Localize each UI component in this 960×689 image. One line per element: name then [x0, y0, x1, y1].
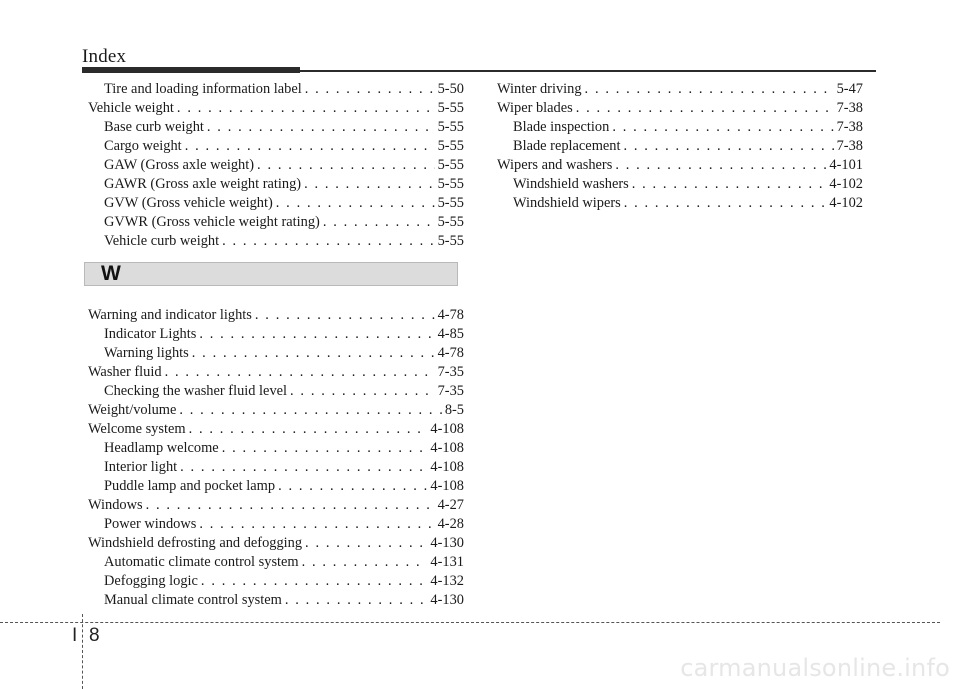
index-entry-page: 5-55 — [437, 119, 464, 135]
index-entry-label: Windshield defrosting and defogging — [88, 535, 303, 551]
index-entry-page: 4-78 — [437, 307, 464, 323]
dot-leader — [585, 80, 834, 99]
index-entry[interactable] — [88, 175, 464, 194]
index-entry[interactable] — [497, 118, 863, 137]
dot-leader — [185, 137, 435, 156]
index-entry-label: Welcome system — [88, 421, 186, 437]
index-entry-page: 4-28 — [437, 516, 464, 532]
index-entry-page: 4-130 — [430, 535, 464, 551]
header-rule-thick — [82, 67, 300, 73]
left-column-w — [88, 306, 464, 610]
page-number — [72, 625, 100, 647]
dot-leader — [201, 572, 428, 591]
index-entry-page: 4-101 — [829, 157, 863, 173]
dot-leader — [624, 194, 827, 213]
dot-leader — [179, 401, 441, 420]
dot-leader — [302, 553, 428, 572]
index-entry[interactable] — [88, 401, 464, 420]
index-entry[interactable] — [88, 306, 464, 325]
index-entry-page: 4-130 — [430, 592, 464, 608]
dot-leader — [305, 534, 427, 553]
dot-leader — [285, 591, 428, 610]
index-entry-label: Blade replacement — [513, 138, 621, 154]
index-entry-label: Defogging logic — [104, 573, 198, 589]
index-entry-page: 5-55 — [437, 233, 464, 249]
index-entry-label: GVWR (Gross vehicle weight rating) — [104, 214, 320, 230]
left-column-top — [88, 80, 464, 251]
index-entry-page: 5-55 — [437, 138, 464, 154]
index-entry-label: Windshield wipers — [513, 195, 621, 211]
index-entry-page: 7-35 — [437, 364, 464, 380]
section-header-w — [84, 262, 458, 286]
page-number-value: 8 — [89, 625, 100, 646]
dot-leader — [278, 477, 427, 496]
index-entry[interactable] — [497, 99, 863, 118]
index-entry[interactable] — [497, 156, 863, 175]
index-entry-label: Automatic climate control system — [104, 554, 299, 570]
index-entry-label: GAWR (Gross axle weight rating) — [104, 176, 302, 192]
dot-leader — [304, 175, 435, 194]
index-entry-page: 4-108 — [430, 421, 464, 437]
index-entry-page: 5-50 — [437, 81, 464, 97]
dot-leader — [612, 118, 833, 137]
index-entry[interactable] — [88, 118, 464, 137]
footer-dashed-rule — [0, 622, 940, 623]
dot-leader — [632, 175, 827, 194]
index-entry-page: 4-102 — [829, 195, 863, 211]
index-entry[interactable] — [88, 439, 464, 458]
section-letter: W — [101, 262, 121, 285]
index-entry-page: 5-55 — [437, 195, 464, 211]
dot-leader — [207, 118, 435, 137]
dot-leader — [255, 306, 435, 325]
index-entry[interactable] — [88, 553, 464, 572]
index-entry-label: GAW (Gross axle weight) — [104, 157, 255, 173]
dot-leader — [323, 213, 435, 232]
dot-leader — [623, 137, 833, 156]
index-entry-label: Vehicle weight — [88, 100, 174, 116]
index-entry[interactable] — [88, 137, 464, 156]
dot-leader — [222, 232, 435, 251]
index-entry-label: Wipers and washers — [497, 157, 613, 173]
index-entry[interactable] — [88, 363, 464, 382]
index-entry-label: Windows — [88, 497, 143, 513]
index-entry-label: Tire and loading information label — [104, 81, 302, 97]
index-entry-page: 4-108 — [430, 478, 464, 494]
index-entry[interactable] — [497, 137, 863, 156]
index-entry-label: Blade inspection — [513, 119, 610, 135]
index-entry-label: Cargo weight — [104, 138, 182, 154]
index-entry-page: 5-55 — [437, 100, 464, 116]
dot-leader — [180, 458, 427, 477]
index-entry[interactable] — [88, 420, 464, 439]
index-entry[interactable] — [88, 325, 464, 344]
dot-leader — [192, 344, 435, 363]
index-entry-label: Checking the washer fluid level — [104, 383, 288, 399]
index-entry-label: Base curb weight — [104, 119, 204, 135]
index-entry-page: 4-27 — [437, 497, 464, 513]
index-entry-label: Weight/volume — [88, 402, 177, 418]
index-entry-label: Puddle lamp and pocket lamp — [104, 478, 276, 494]
dot-leader — [165, 363, 435, 382]
index-entry-label: Warning lights — [104, 345, 189, 361]
index-entry-page: 5-55 — [437, 176, 464, 192]
dot-leader — [576, 99, 834, 118]
index-entry-page: 4-108 — [430, 440, 464, 456]
index-entry[interactable] — [88, 496, 464, 515]
index-entry-label: Warning and indicator lights — [88, 307, 252, 323]
index-entry-page: 7-35 — [437, 383, 464, 399]
watermark-text: carmanualsonline.info — [680, 654, 950, 682]
index-entry-page: 7-38 — [836, 138, 863, 154]
index-entry-page: 4-102 — [829, 176, 863, 192]
index-entry-label: Windshield washers — [513, 176, 629, 192]
index-entry-page: 7-38 — [836, 100, 863, 116]
index-entry-page: 8-5 — [444, 402, 464, 418]
dot-leader — [222, 439, 428, 458]
index-entry[interactable] — [88, 534, 464, 553]
header-rule-thin — [300, 70, 876, 72]
index-entry[interactable] — [88, 458, 464, 477]
index-entry[interactable] — [497, 175, 863, 194]
index-entry[interactable] — [88, 156, 464, 175]
index-entry-label: Washer fluid — [88, 364, 162, 380]
index-entry-page: 4-108 — [430, 459, 464, 475]
index-entry[interactable] — [497, 194, 863, 213]
index-entry-page: 4-78 — [437, 345, 464, 361]
index-entry[interactable] — [88, 80, 464, 99]
index-entry-page: 5-55 — [437, 157, 464, 173]
index-entry-label: Interior light — [104, 459, 178, 475]
dot-leader — [615, 156, 826, 175]
index-entry-label: Vehicle curb weight — [104, 233, 220, 249]
index-list-w — [88, 306, 464, 610]
index-entry[interactable] — [88, 194, 464, 213]
index-entry[interactable] — [88, 572, 464, 591]
index-list-top — [88, 80, 464, 251]
index-entry[interactable] — [88, 213, 464, 232]
index-entry-page: 5-55 — [437, 214, 464, 230]
dot-leader — [276, 194, 435, 213]
index-entry-label: GVW (Gross vehicle weight) — [104, 195, 273, 211]
index-entry[interactable] — [497, 80, 863, 99]
dot-leader — [189, 420, 428, 439]
index-entry-page: 5-47 — [836, 81, 863, 97]
index-entry-label: Wiper blades — [497, 100, 573, 116]
dot-leader — [146, 496, 435, 515]
index-entry-page: 7-38 — [836, 119, 863, 135]
index-entry-page: 4-131 — [430, 554, 464, 570]
index-entry[interactable] — [88, 232, 464, 251]
index-entry[interactable] — [88, 591, 464, 610]
right-column — [497, 80, 863, 213]
index-entry[interactable] — [88, 344, 464, 363]
index-entry-label: Indicator Lights — [104, 326, 197, 342]
index-entry-label: Manual climate control system — [104, 592, 282, 608]
index-entry-label: Winter driving — [497, 81, 582, 97]
dot-leader — [177, 99, 435, 118]
index-entry-page: 4-85 — [437, 326, 464, 342]
dot-leader — [290, 382, 435, 401]
index-entry-label: Headlamp welcome — [104, 440, 219, 456]
index-entry[interactable] — [88, 477, 464, 496]
page-number-prefix: I — [72, 625, 78, 646]
index-entry[interactable] — [88, 99, 464, 118]
dot-leader — [305, 80, 435, 99]
dot-leader — [199, 515, 434, 534]
dot-leader — [257, 156, 435, 175]
index-entry[interactable] — [88, 382, 464, 401]
page-title: Index — [82, 46, 127, 67]
index-entry-page: 4-132 — [430, 573, 464, 589]
index-entry-label: Power windows — [104, 516, 197, 532]
index-list-right — [497, 80, 863, 213]
index-entry[interactable] — [88, 515, 464, 534]
dot-leader — [199, 325, 434, 344]
